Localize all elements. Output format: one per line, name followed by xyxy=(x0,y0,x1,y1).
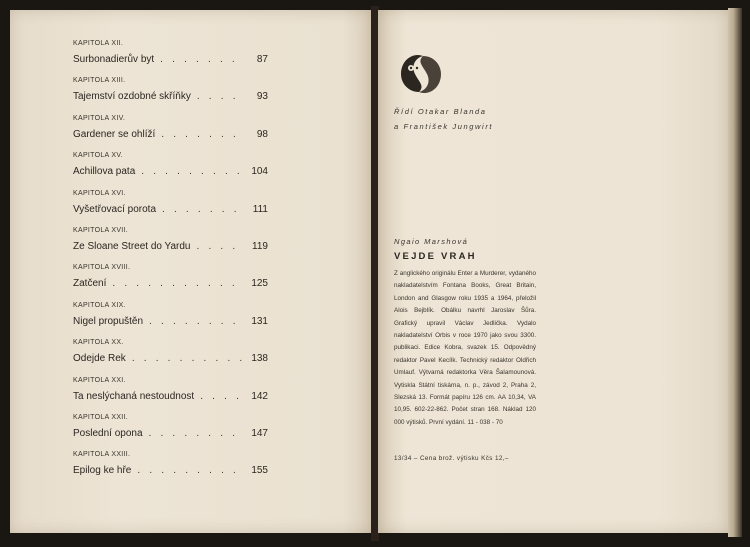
toc-entry xyxy=(73,414,268,451)
chapter-title: Ta neslýchaná nestoudnost xyxy=(73,390,195,402)
chapter-label: KAPITOLA XXI. xyxy=(73,376,126,384)
toc-entry xyxy=(73,264,268,301)
kobra-logo-icon xyxy=(395,48,447,100)
chapter-title: Tajemství ozdobné skříňky xyxy=(73,91,191,103)
toc-entry xyxy=(73,227,268,264)
editors-line: Řídí Otakar Blanda xyxy=(394,107,487,116)
imprint-text: Z anglického originálu Enter a Murderer, vydaného nakladatelstvím Fontana Books, Great Britain, London and Glasgow roku 1935 a 1964, přeložil Alois Bejblík. Obálku navrhl Jaroslav Šůra. Grafický upravil Václav Jedlička. Vydalo nakladatelství Orbis v roce 1970 jako svou 3300. publikaci. Edice Kobra, svazek 15. Odpovědný redaktor Pavel Kecílk. Technický redaktor Oldřich Umlauf. Výtvarná redaktorka Věra Šalamounová. Vytiskla Státní tiskárna, n. p., závod 2, Praha 2, Slezská 13. Formát papíru 126 cm. AA 10,34, VA 10,95. 602-22-862. Počet stran 168. Náklad 120 000 výtisků. První vydání. 11 - 038 - 70 xyxy=(394,270,536,426)
dot-leader xyxy=(200,391,242,402)
chapter-page: 104 xyxy=(251,166,268,178)
chapter-page: 98 xyxy=(256,128,268,140)
dot-leader xyxy=(137,465,242,476)
chapter-title: Achillova pata xyxy=(73,166,136,178)
toc-entry xyxy=(73,190,268,227)
chapter-title: Nigel propuštěn xyxy=(73,315,144,327)
dot-leader xyxy=(197,91,242,102)
dot-leader xyxy=(112,278,242,289)
dot-leader xyxy=(160,54,242,65)
dot-leader xyxy=(132,353,242,364)
toc-entry xyxy=(73,377,268,414)
editors-credit xyxy=(394,104,493,134)
dot-leader xyxy=(161,129,242,140)
chapter-label: KAPITOLA XII. xyxy=(73,40,124,47)
chapter-page: 111 xyxy=(252,203,268,215)
chapter-page: 125 xyxy=(251,278,268,290)
chapter-title: Gardener se ohlíží xyxy=(73,128,156,140)
chapter-title: Poslední opona xyxy=(73,427,143,439)
chapter-page: 147 xyxy=(251,427,268,439)
chapter-label: KAPITOLA XIX. xyxy=(73,301,126,309)
chapter-label: KAPITOLA XVII. xyxy=(73,226,129,234)
toc-entry xyxy=(73,152,268,189)
page-edge xyxy=(728,8,742,537)
toc-entry xyxy=(73,77,268,114)
dot-leader xyxy=(162,204,242,215)
table-of-contents xyxy=(73,40,268,489)
chapter-title: Vyšetřovací porota xyxy=(73,203,157,215)
dot-leader xyxy=(149,428,242,439)
chapter-title: Epilog ke hře xyxy=(73,465,132,477)
price-line: 13/34 – Cena brož. výtisku Kčs 12,– xyxy=(394,455,509,462)
chapter-title: Odejde Rek xyxy=(73,353,126,365)
author-name: Ngaio Marshová xyxy=(394,237,469,246)
chapter-page: 87 xyxy=(256,54,268,65)
chapter-label: KAPITOLA XXII. xyxy=(73,413,129,421)
chapter-title: Ze Sloane Street do Yardu xyxy=(73,240,191,252)
chapter-label: KAPITOLA XXIII. xyxy=(73,451,131,459)
toc-entry xyxy=(73,115,268,152)
chapter-page: 131 xyxy=(251,315,268,327)
dot-leader xyxy=(149,316,242,327)
chapter-label: KAPITOLA XVI. xyxy=(73,189,126,197)
chapter-page: 93 xyxy=(256,91,268,103)
editors-line: a František Jungwirt xyxy=(394,122,494,131)
chapter-page: 138 xyxy=(251,353,268,365)
toc-entry xyxy=(73,339,268,376)
chapter-title: Surbonadierův byt xyxy=(73,54,155,65)
chapter-page: 142 xyxy=(251,390,268,402)
chapter-label: KAPITOLA XV. xyxy=(73,152,123,160)
chapter-label: KAPITOLA XIV. xyxy=(73,114,126,122)
dot-leader xyxy=(197,241,243,252)
toc-entry xyxy=(73,451,268,488)
book-title: VEJDE VRAH xyxy=(394,251,477,262)
toc-entry xyxy=(73,40,268,77)
chapter-label: KAPITOLA XVIII. xyxy=(73,264,131,272)
toc-entry xyxy=(73,302,268,339)
chapter-title: Zatčení xyxy=(73,278,107,290)
chapter-label: KAPITOLA XIII. xyxy=(73,77,126,85)
chapter-page: 155 xyxy=(251,465,268,477)
chapter-page: 119 xyxy=(252,240,268,252)
dot-leader xyxy=(141,166,242,177)
chapter-label: KAPITOLA XX. xyxy=(73,339,124,347)
